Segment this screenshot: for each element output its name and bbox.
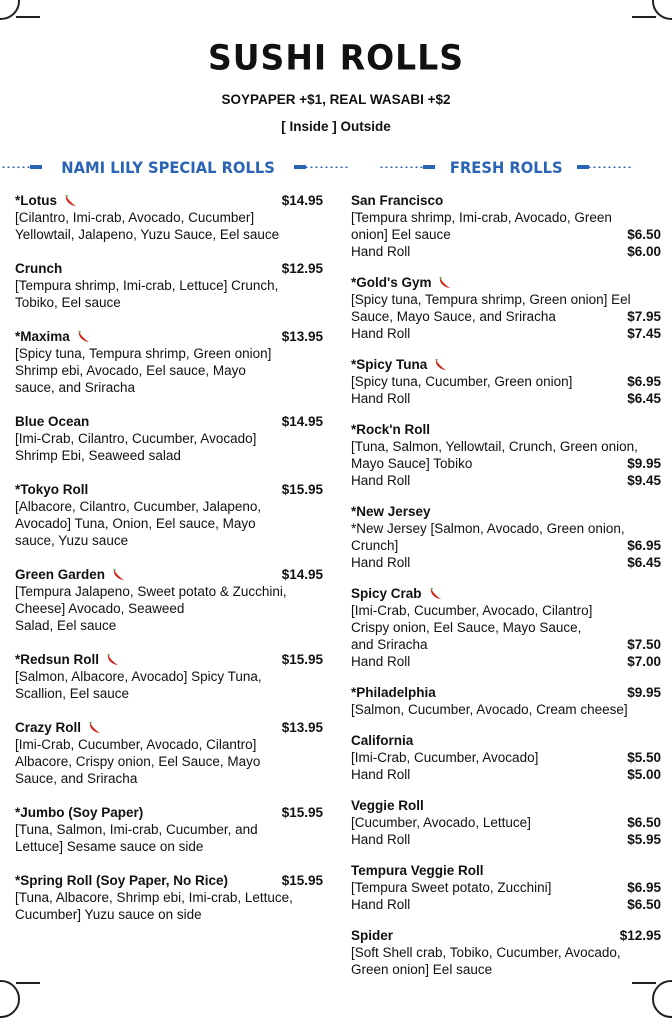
line-price: $6.95 xyxy=(627,538,661,553)
item-description-line xyxy=(351,291,661,308)
description-text: [Tempura shrimp, Imi-crab, Lettuce] Crunch, xyxy=(15,278,279,293)
description-text: Shrimp Ebi, Seaweed salad xyxy=(15,448,181,463)
menu-item xyxy=(351,421,661,489)
item-header xyxy=(351,684,661,701)
item-description-line xyxy=(351,472,661,489)
divider-dots xyxy=(577,166,633,168)
menu-item xyxy=(351,585,661,670)
description-text: Hand Roll xyxy=(351,832,411,847)
item-description-line xyxy=(15,821,323,838)
line-price: $6.45 xyxy=(627,555,661,570)
item-name xyxy=(15,413,89,430)
description-text: Hand Roll xyxy=(351,244,411,259)
item-description-line xyxy=(15,583,323,600)
line-price: $6.95 xyxy=(627,880,661,895)
item-description-line xyxy=(351,749,661,766)
item-header xyxy=(351,503,661,520)
item-description-line xyxy=(15,906,323,923)
item-description-line xyxy=(351,766,661,783)
item-description-line xyxy=(351,537,661,554)
description-text: [Cilantro, Imi-crab, Avocado, Cucumber] xyxy=(15,210,255,225)
item-description-line xyxy=(15,362,323,379)
description-text: [Salmon, Cucumber, Avocado, Cream cheese] xyxy=(351,702,628,717)
line-price: $7.50 xyxy=(627,637,661,652)
item-description-line xyxy=(351,636,661,653)
line-price: $6.50 xyxy=(627,227,661,242)
description-text: Hand Roll xyxy=(351,897,411,912)
chili-pepper-icon xyxy=(111,568,126,582)
line-price: $5.00 xyxy=(627,767,661,782)
item-name xyxy=(351,274,452,291)
item-name xyxy=(15,328,91,345)
item-header xyxy=(15,328,323,345)
line-price: $6.50 xyxy=(627,815,661,830)
item-name-text: *Spicy Tuna xyxy=(351,357,428,372)
item-name xyxy=(15,651,120,668)
item-description-line xyxy=(15,226,323,243)
item-header xyxy=(351,274,661,291)
menu-item xyxy=(15,566,323,634)
item-header xyxy=(15,260,323,277)
item-description-line xyxy=(15,838,323,855)
item-name-text: *Jumbo (Soy Paper) xyxy=(15,805,144,820)
item-description-line xyxy=(15,294,323,311)
description-text: [Tuna, Albacore, Shrimp ebi, Imi-crab, Lettuce, xyxy=(15,890,293,905)
item-price: $15.95 xyxy=(281,482,323,497)
menu-item xyxy=(351,503,661,571)
description-text: Hand Roll xyxy=(351,473,411,488)
item-header xyxy=(15,566,323,583)
chili-pepper-icon xyxy=(63,194,78,208)
item-name-text: Spider xyxy=(351,928,394,943)
chili-pepper-icon xyxy=(433,358,448,372)
item-header xyxy=(351,927,661,944)
item-price: $14.95 xyxy=(281,567,323,582)
item-description-line xyxy=(15,770,323,787)
description-text: [Soft Shell crab, Tobiko, Cucumber, Avocado, xyxy=(351,945,621,960)
description-text: Lettuce] Sesame sauce on side xyxy=(15,839,204,854)
item-description-line xyxy=(15,277,323,294)
item-name xyxy=(351,927,393,944)
description-text: sauce, and Sriracha xyxy=(15,380,136,395)
menu-item xyxy=(15,192,323,243)
item-name-text: Blue Ocean xyxy=(15,414,90,429)
item-name-text: San Francisco xyxy=(351,193,444,208)
item-description-line xyxy=(351,944,661,961)
description-text: Yellowtail, Jalapeno, Yuzu Sauce, Eel sauce xyxy=(15,227,280,242)
menu-item xyxy=(351,797,661,848)
item-description-line xyxy=(15,379,323,396)
item-name xyxy=(351,503,431,520)
description-text: Shrimp ebi, Avocado, Eel sauce, Mayo xyxy=(15,363,246,378)
item-description-line xyxy=(351,831,661,848)
item-description-line xyxy=(351,209,661,226)
item-name-text: Crunch xyxy=(15,261,63,276)
item-description-line xyxy=(15,515,323,532)
menu-item xyxy=(351,356,661,407)
item-description-line xyxy=(351,653,661,670)
item-header xyxy=(351,862,661,879)
description-text: [Imi-Crab, Cilantro, Cucumber, Avocado] xyxy=(15,431,257,446)
description-text: Hand Roll xyxy=(351,654,411,669)
item-description-line xyxy=(15,209,323,226)
menu-item xyxy=(351,862,661,913)
line-price: $6.45 xyxy=(627,391,661,406)
item-description-line xyxy=(351,879,661,896)
description-text: [Tempura shrimp, Imi-crab, Avocado, Green xyxy=(351,210,612,225)
description-text: *New Jersey [Salmon, Avocado, Green onion, xyxy=(351,521,625,536)
item-header xyxy=(351,732,661,749)
item-name-text: *Tokyo Roll xyxy=(15,482,89,497)
menu-item xyxy=(15,872,323,923)
item-price: $14.95 xyxy=(281,414,323,429)
item-header xyxy=(15,804,323,821)
chili-pepper-icon xyxy=(428,587,443,601)
line-price: $5.95 xyxy=(627,832,661,847)
item-name xyxy=(15,192,78,209)
menu-item xyxy=(15,804,323,855)
item-name xyxy=(15,481,88,498)
item-price: $12.95 xyxy=(619,928,661,943)
item-name-text: *Spring Roll (Soy Paper, No Rice) xyxy=(15,873,229,888)
line-price: $7.45 xyxy=(627,326,661,341)
menu-item xyxy=(15,719,323,787)
description-text: [Tuna, Salmon, Imi-crab, Cucumber, and xyxy=(15,822,258,837)
item-price: $15.95 xyxy=(281,805,323,820)
item-description-line xyxy=(351,619,661,636)
item-description-line xyxy=(15,447,323,464)
item-name xyxy=(351,421,430,438)
description-text: Avocado] Tuna, Onion, Eel sauce, Mayo xyxy=(15,516,256,531)
line-price: $7.95 xyxy=(627,309,661,324)
item-name xyxy=(351,862,484,879)
item-description-line xyxy=(15,532,323,549)
inside-outside-note: [ Inside ] Outside xyxy=(281,119,391,134)
description-text: [Imi-Crab, Cucumber, Avocado] xyxy=(351,750,539,765)
line-price: $6.95 xyxy=(627,374,661,389)
description-text: [Spicy tuna, Tempura shrimp, Green onion] Eel xyxy=(351,292,631,307)
chili-pepper-icon xyxy=(87,721,102,735)
item-header xyxy=(15,872,323,889)
item-description-line xyxy=(351,961,661,978)
chili-pepper-icon xyxy=(76,330,91,344)
description-text: [Tempura Sweet potato, Zucchini] xyxy=(351,880,552,895)
item-price: $9.95 xyxy=(627,685,661,700)
description-text: Mayo Sauce] Tobiko xyxy=(351,456,473,471)
item-name-text: Crazy Roll xyxy=(15,720,82,735)
description-text: [Spicy tuna, Cucumber, Green onion] xyxy=(351,374,573,389)
item-name xyxy=(15,260,62,277)
description-text: [Salmon, Albacore, Avocado] Spicy Tuna, xyxy=(15,669,262,684)
section-header-fresh xyxy=(351,156,661,178)
description-text: Cheese] Avocado, Seaweed xyxy=(15,601,185,616)
item-name-text: *New Jersey xyxy=(351,504,431,519)
item-name-text: Tempura Veggie Roll xyxy=(351,863,484,878)
item-description-line xyxy=(15,498,323,515)
item-description-line xyxy=(351,554,661,571)
description-text: [Tempura Jalapeno, Sweet potato & Zucchini, xyxy=(15,584,287,599)
menu-item xyxy=(351,192,661,260)
menu-item xyxy=(15,413,323,464)
special-rolls-list xyxy=(15,192,323,940)
line-price: $6.00 xyxy=(627,244,661,259)
item-description-line xyxy=(351,325,661,342)
item-description-line xyxy=(15,345,323,362)
menu-item xyxy=(351,732,661,783)
item-description-line xyxy=(15,753,323,770)
item-header xyxy=(351,421,661,438)
description-text: [Albacore, Cilantro, Cucumber, Jalapeno, xyxy=(15,499,262,514)
section-title: NAMI LILY SPECIAL ROLLS xyxy=(61,157,275,177)
item-name xyxy=(351,684,436,701)
description-text: Tobiko, Eel sauce xyxy=(15,295,121,310)
description-text: and Sriracha xyxy=(351,637,428,652)
item-description-line xyxy=(351,701,661,718)
section-header-special xyxy=(14,156,322,178)
divider-dots xyxy=(379,166,435,168)
description-text: Hand Roll xyxy=(351,767,411,782)
item-name-text: Green Garden xyxy=(15,567,106,582)
corner-line xyxy=(16,16,40,18)
item-name-text: *Maxima xyxy=(15,329,70,344)
item-header xyxy=(351,585,661,602)
line-price: $9.45 xyxy=(627,473,661,488)
description-text: [Spicy tuna, Tempura shrimp, Green onion] xyxy=(15,346,272,361)
menu-item xyxy=(351,927,661,978)
description-text: Sauce, and Sriracha xyxy=(15,771,138,786)
line-price: $6.50 xyxy=(627,897,661,912)
item-description-line xyxy=(351,438,661,455)
item-name-text: *Philadelphia xyxy=(351,685,436,700)
fresh-rolls-list xyxy=(351,192,661,992)
description-text: Salad, Eel sauce xyxy=(15,618,117,633)
chili-pepper-icon xyxy=(437,276,452,290)
item-name-text: *Redsun Roll xyxy=(15,652,100,667)
description-text: [Cucumber, Avocado, Lettuce] xyxy=(351,815,531,830)
item-name-text: *Gold's Gym xyxy=(351,275,432,290)
item-description-line xyxy=(15,685,323,702)
item-name xyxy=(351,797,424,814)
item-price: $13.95 xyxy=(281,720,323,735)
menu-item xyxy=(15,481,323,549)
item-price: $15.95 xyxy=(281,873,323,888)
description-text: onion] Eel sauce xyxy=(351,227,451,242)
item-name xyxy=(15,719,102,736)
description-text: Crunch] xyxy=(351,538,399,553)
item-description-line xyxy=(15,617,323,634)
item-price: $15.95 xyxy=(281,652,323,667)
item-price: $13.95 xyxy=(281,329,323,344)
item-description-line xyxy=(351,390,661,407)
description-text: Hand Roll xyxy=(351,391,411,406)
description-text: Sauce, Mayo Sauce, and Sriracha xyxy=(351,309,556,324)
description-text: Hand Roll xyxy=(351,555,411,570)
item-name xyxy=(351,585,443,602)
line-price: $7.00 xyxy=(627,654,661,669)
divider-dots xyxy=(294,166,350,168)
item-header xyxy=(15,413,323,430)
corner-line xyxy=(632,16,656,18)
item-name xyxy=(15,804,143,821)
item-description-line xyxy=(351,455,661,472)
menu-item xyxy=(351,684,661,718)
item-name xyxy=(351,356,448,373)
item-header xyxy=(351,797,661,814)
menu-item xyxy=(15,260,323,311)
item-name xyxy=(15,566,126,583)
page-title: SUSHI ROLLS xyxy=(207,37,464,78)
item-description-line xyxy=(15,736,323,753)
item-description-line xyxy=(351,226,661,243)
item-name-text: *Lotus xyxy=(15,193,57,208)
description-text: Green onion] Eel sauce xyxy=(351,962,493,977)
divider-dots xyxy=(0,166,42,168)
item-price: $12.95 xyxy=(281,261,323,276)
description-text: Hand Roll xyxy=(351,326,411,341)
item-name-text: *Rock'n Roll xyxy=(351,422,430,437)
item-description-line xyxy=(15,600,323,617)
item-header xyxy=(351,192,661,209)
line-price: $5.50 xyxy=(627,750,661,765)
menu-item xyxy=(351,274,661,342)
description-text: [Tuna, Salmon, Yellowtail, Crunch, Green onion, xyxy=(351,439,638,454)
description-text: Crispy onion, Eel Sauce, Mayo Sauce, xyxy=(351,620,582,635)
item-description-line xyxy=(351,520,661,537)
item-header xyxy=(15,651,323,668)
item-description-line xyxy=(351,243,661,260)
section-title: FRESH ROLLS xyxy=(449,157,563,177)
menu-item xyxy=(15,328,323,396)
item-description-line xyxy=(351,308,661,325)
description-text: sauce, Yuzu sauce xyxy=(15,533,129,548)
item-description-line xyxy=(351,602,661,619)
item-header xyxy=(15,192,323,209)
item-name-text: California xyxy=(351,733,414,748)
description-text: Cucumber] Yuzu sauce on side xyxy=(15,907,202,922)
item-name-text: Spicy Crab xyxy=(351,586,422,601)
item-name xyxy=(351,192,443,209)
description-text: Scallion, Eel sauce xyxy=(15,686,130,701)
item-description-line xyxy=(15,889,323,906)
item-description-line xyxy=(351,896,661,913)
description-text: [Imi-Crab, Cucumber, Avocado, Cilantro] xyxy=(15,737,257,752)
item-header xyxy=(351,356,661,373)
line-price: $9.95 xyxy=(627,456,661,471)
item-name-text: Veggie Roll xyxy=(351,798,424,813)
description-text: Albacore, Crispy onion, Eel Sauce, Mayo xyxy=(15,754,261,769)
pricing-note: SOYPAPER +$1, REAL WASABI +$2 xyxy=(221,92,451,107)
item-name xyxy=(15,872,228,889)
item-description-line xyxy=(351,373,661,390)
item-price: $14.95 xyxy=(281,193,323,208)
corner-ornament xyxy=(0,980,20,1018)
item-description-line xyxy=(15,430,323,447)
item-description-line xyxy=(15,668,323,685)
item-header xyxy=(15,719,323,736)
item-description-line xyxy=(351,814,661,831)
corner-line xyxy=(16,982,40,984)
description-text: [Imi-Crab, Cucumber, Avocado, Cilantro] xyxy=(351,603,593,618)
item-name xyxy=(351,732,413,749)
item-header xyxy=(15,481,323,498)
menu-item xyxy=(15,651,323,702)
chili-pepper-icon xyxy=(105,653,120,667)
